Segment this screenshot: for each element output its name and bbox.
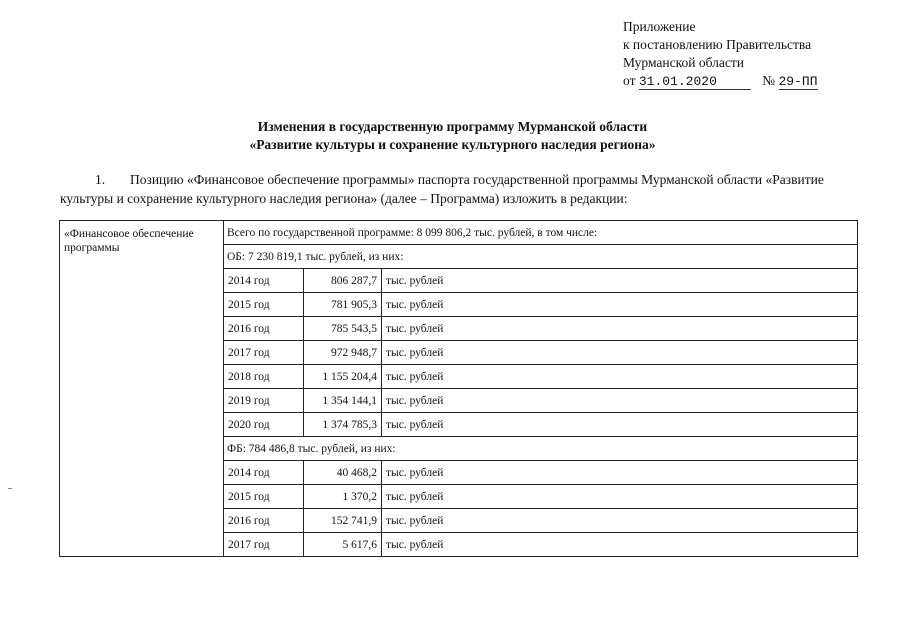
unit-cell: тыс. рублей: [382, 485, 858, 509]
document-title: [0, 118, 905, 154]
year-cell: 2015 год: [224, 293, 304, 317]
year-cell: 2016 год: [224, 317, 304, 341]
amount-cell: 785 543,5: [304, 317, 382, 341]
unit-cell: тыс. рублей: [382, 269, 858, 293]
year-cell: 2014 год: [224, 269, 304, 293]
from-label: от: [623, 73, 636, 88]
financing-table: [59, 220, 858, 557]
year-cell: 2020 год: [224, 413, 304, 437]
year-cell: 2017 год: [224, 533, 304, 557]
amount-cell: 152 741,9: [304, 509, 382, 533]
scan-edge-mark: [8, 488, 12, 489]
amount-cell: 1 374 785,3: [304, 413, 382, 437]
unit-cell: тыс. рублей: [382, 509, 858, 533]
region-line: Мурманской области: [623, 55, 744, 70]
unit-cell: тыс. рублей: [382, 413, 858, 437]
label-cell: «Финансовое обеспечение программы: [60, 221, 224, 557]
amount-cell: 1 370,2: [304, 485, 382, 509]
year-cell: 2014 год: [224, 461, 304, 485]
unit-cell: тыс. рублей: [382, 365, 858, 389]
unit-cell: тыс. рублей: [382, 293, 858, 317]
paragraph-1: [60, 170, 860, 208]
unit-cell: тыс. рублей: [382, 341, 858, 365]
title-line-1: Изменения в государственную программу Мурманской области: [257, 119, 648, 134]
year-cell: 2017 год: [224, 341, 304, 365]
amount-cell: 972 948,7: [304, 341, 382, 365]
paragraph-number: 1.: [95, 172, 106, 187]
unit-cell: тыс. рублей: [382, 533, 858, 557]
year-cell: 2018 год: [224, 365, 304, 389]
decree-date: 31.01.2020: [639, 75, 751, 90]
table-row: [60, 221, 858, 245]
year-cell: 2019 год: [224, 389, 304, 413]
amount-cell: 1 354 144,1: [304, 389, 382, 413]
appendix-line: Приложение: [623, 19, 696, 34]
amount-cell: 806 287,7: [304, 269, 382, 293]
date-number-line: [623, 72, 818, 90]
fb-header-cell: ФБ: 784 486,8 тыс. рублей, из них:: [224, 437, 858, 461]
amount-cell: 5 617,6: [304, 533, 382, 557]
unit-cell: тыс. рублей: [382, 461, 858, 485]
unit-cell: тыс. рублей: [382, 317, 858, 341]
amount-cell: 781 905,3: [304, 293, 382, 317]
decree-reference-line: к постановлению Правительства: [623, 37, 812, 52]
unit-cell: тыс. рублей: [382, 389, 858, 413]
amount-cell: 40 468,2: [304, 461, 382, 485]
paragraph-text: Позицию «Финансовое обеспечение программы» паспорта государственной программы Мурманской области «Развитие культуры и сохранение культурного наследия региона» (далее – Программа) изложить в редакции:: [60, 172, 824, 206]
title-line-2: «Развитие культуры и сохранение культурного наследия региона»: [249, 137, 656, 152]
amount-cell: 1 155 204,4: [304, 365, 382, 389]
appendix-header: [623, 18, 818, 90]
number-label: №: [762, 73, 776, 88]
year-cell: 2015 год: [224, 485, 304, 509]
year-cell: 2016 год: [224, 509, 304, 533]
ob-header-cell: ОБ: 7 230 819,1 тыс. рублей, из них:: [224, 245, 858, 269]
total-cell: Всего по государственной программе: 8 099 806,2 тыс. рублей, в том числе:: [224, 221, 858, 245]
decree-number: 29-ПП: [778, 74, 818, 89]
